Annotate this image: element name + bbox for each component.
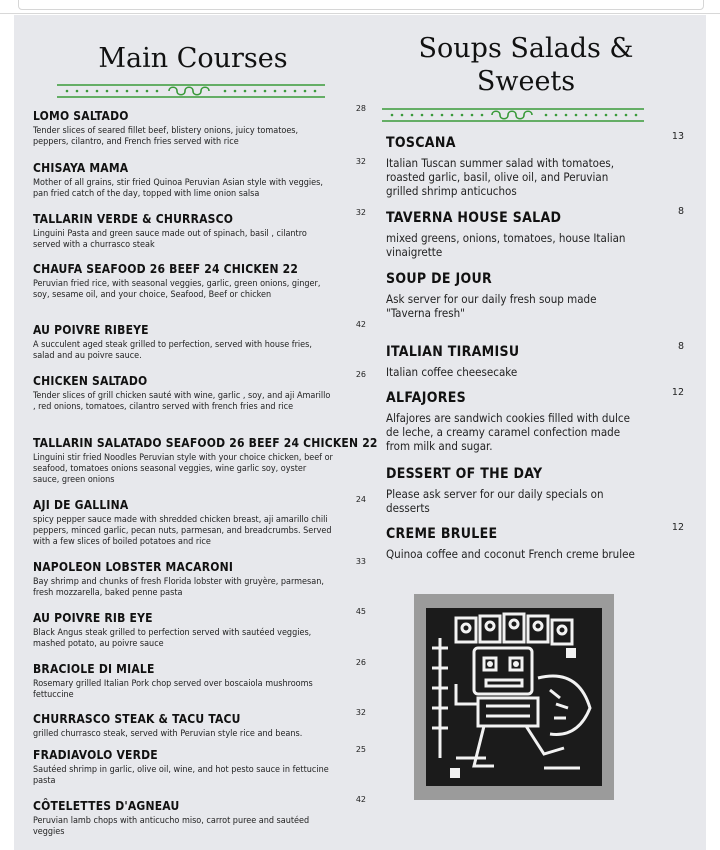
menu-item-braciole-di-miale — [33, 662, 333, 701]
item-name: CHICKEN SALTADO — [33, 374, 148, 388]
right-divider-ornament — [382, 107, 644, 123]
item-description: Tender slices of seared fillet beef, blistery onions, juicy tomatoes, peppers, cilantro, and French fries served with rice — [33, 126, 299, 147]
top-band — [0, 0, 720, 14]
main-courses-title: Main Courses — [98, 43, 288, 74]
menu-item-au-poivre-ribeye — [33, 323, 333, 362]
item-name: ITALIAN TIRAMISU — [386, 344, 520, 360]
deity-figure-icon — [426, 608, 602, 786]
item-name: FRADIAVOLO VERDE — [33, 748, 158, 762]
item-description: Bay shrimp and chunks of fresh Florida lobster with gruyère, parmesan, fresh mozzarella, baked penne pasta — [33, 577, 324, 598]
menu-item-alfajores — [386, 390, 636, 453]
item-description: Quinoa coffee and coconut French creme brulee — [386, 547, 635, 561]
item-description: Italian coffee cheesecake — [386, 365, 518, 379]
item-description: Peruvian lamb chops with anticucho miso, carrot puree and sautéed veggies — [33, 816, 310, 837]
menu-item-dessert-of-the-day — [386, 466, 636, 515]
item-name: AU POIVRE RIBEYE — [33, 323, 149, 337]
item-name: DESSERT OF THE DAY — [386, 466, 543, 482]
menu-page — [14, 15, 706, 850]
item-description: mixed greens, onions, tomatoes, house Italian vinaigrette — [386, 231, 626, 259]
soups-title-line-2: Sweets — [476, 66, 576, 97]
soups-title-line-1: Soups Salads & — [418, 33, 634, 64]
menu-item-tallarin-verde — [33, 212, 333, 251]
soups-salads-sweets-title — [394, 32, 658, 98]
item-price: 26 — [355, 370, 366, 379]
item-description: grilled churrasco steak, served with Peruvian style rice and beans. — [33, 729, 303, 739]
item-price: 42 — [355, 320, 366, 329]
menu-item-chisaya-mama — [33, 161, 333, 200]
item-description: Black Angus steak grilled to perfection served with sautéed veggies, mashed potato, au poivre sauce — [33, 628, 312, 649]
item-name: CHISAYA MAMA — [33, 161, 129, 175]
item-description: Sautéed shrimp in garlic, olive oil, wine, and hot pesto sauce in fettucine pasta — [33, 765, 329, 786]
item-name: CHURRASCO STEAK & TACU TACU — [33, 712, 241, 726]
menu-item-au-poivre-rib-eye — [33, 611, 333, 650]
item-price: 33 — [355, 557, 366, 566]
menu-item-napoleon-lobster — [33, 560, 333, 599]
item-description: Rosemary grilled Italian Pork chop served over boscaiola mushrooms fettuccine — [33, 679, 313, 700]
menu-item-taverna-house-salad — [386, 210, 636, 259]
item-name: SOUP DE JOUR — [386, 271, 492, 287]
menu-item-soup-de-jour — [386, 271, 636, 320]
item-description: Linguini Pasta and green sauce made out of spinach, basil , cilantro served with a churrasco steak — [33, 229, 307, 250]
item-name: CREME BRULEE — [386, 526, 498, 542]
item-price: 28 — [355, 104, 366, 113]
artwork-panel — [426, 608, 602, 786]
menu-item-chaufa — [33, 262, 333, 301]
item-name: TALLARIN VERDE & CHURRASCO — [33, 212, 234, 226]
item-name: TALLARIN SALATADO SEAFOOD 26 BEEF 24 CHICKEN 22 — [33, 436, 378, 450]
item-price: 45 — [355, 607, 366, 616]
menu-item-tallarin-saltado — [33, 436, 378, 486]
item-price: 25 — [355, 745, 366, 754]
menu-item-creme-brulee — [386, 526, 666, 561]
top-card-edge — [18, 0, 704, 10]
item-name: AJI DE GALLINA — [33, 498, 129, 512]
item-name: LOMO SALTADO — [33, 109, 129, 123]
item-price: 8 — [677, 341, 684, 352]
item-name: BRACIOLE DI MIALE — [33, 662, 155, 676]
item-name: AU POIVRE RIB EYE — [33, 611, 153, 625]
item-description: Italian Tuscan summer salad with tomatoes, roasted garlic, basil, olive oil, and Peruvian grilled shrimp anticuchos — [386, 156, 615, 198]
item-name: CHAUFA SEAFOOD 26 BEEF 24 CHICKEN 22 — [33, 262, 299, 276]
item-description: Please ask server for our daily specials on desserts — [386, 487, 604, 515]
menu-item-toscana — [386, 135, 636, 198]
menu-item-aji-de-gallina — [33, 498, 333, 548]
item-price: 32 — [355, 157, 366, 166]
andean-deity-artwork-icon — [414, 594, 614, 800]
item-price: 24 — [355, 495, 366, 504]
item-description: A succulent aged steak grilled to perfection, served with house fries, salad and au poivre sauce. — [33, 340, 312, 361]
menu-item-churrasco-tacu-tacu — [33, 712, 343, 740]
menu-item-italian-tiramisu — [386, 344, 636, 379]
item-price: 13 — [671, 131, 684, 142]
menu-item-fradiavolo-verde — [33, 748, 333, 787]
item-name: TOSCANA — [386, 135, 456, 151]
item-name: NAPOLEON LOBSTER MACARONI — [33, 560, 234, 574]
left-divider-ornament — [57, 83, 325, 99]
item-price: 12 — [671, 522, 684, 533]
item-price: 32 — [355, 208, 366, 217]
menu-item-chicken-saltado — [33, 374, 333, 413]
item-description: Mother of all grains, stir fried Quinoa Peruvian Asian style with veggies, pan fried catch of the day, topped with lime onion salsa — [33, 178, 323, 199]
item-description: Peruvian fried rice, with seasonal veggies, garlic, green onions, ginger, soy, sesame oil, and your choice, Seafood, Beef or chicken — [33, 279, 321, 300]
item-name: CÔTELETTES D'AGNEAU — [33, 799, 180, 813]
item-description: spicy pepper sauce made with shredded chicken breast, aji amarillo chili peppers, minced garlic, pecan nuts, parmesan, and breadcrumbs. Served with a few slices of boiled potatoes and rice — [33, 515, 332, 547]
item-name: TAVERNA HOUSE SALAD — [386, 210, 562, 226]
item-description: Ask server for our daily fresh soup made "Taverna fresh" — [386, 292, 597, 320]
menu-item-lomo-saltado — [33, 109, 333, 148]
item-price: 26 — [355, 658, 366, 667]
item-price: 32 — [355, 708, 366, 717]
item-description: Alfajores are sandwich cookies filled with dulce de leche, a creamy caramel confection made from milk and sugar. — [386, 411, 630, 453]
item-price: 8 — [677, 206, 684, 217]
item-name: ALFAJORES — [386, 390, 466, 406]
item-price: 42 — [355, 795, 366, 804]
item-description: Linguini stir fried Noodles Peruvian style with your choice chicken, beef or seafood, tomatoes onions seasonal veggies, wine garlic soy, oyster sauce, green onions — [33, 453, 333, 485]
menu-item-cotelettes-dagneau — [33, 799, 333, 838]
item-price: 12 — [671, 387, 684, 398]
item-description: Tender slices of grill chicken sauté with wine, garlic , soy, and aji Amarillo , red onions, tomatoes, cilantro served with french fries and rice — [33, 391, 331, 412]
